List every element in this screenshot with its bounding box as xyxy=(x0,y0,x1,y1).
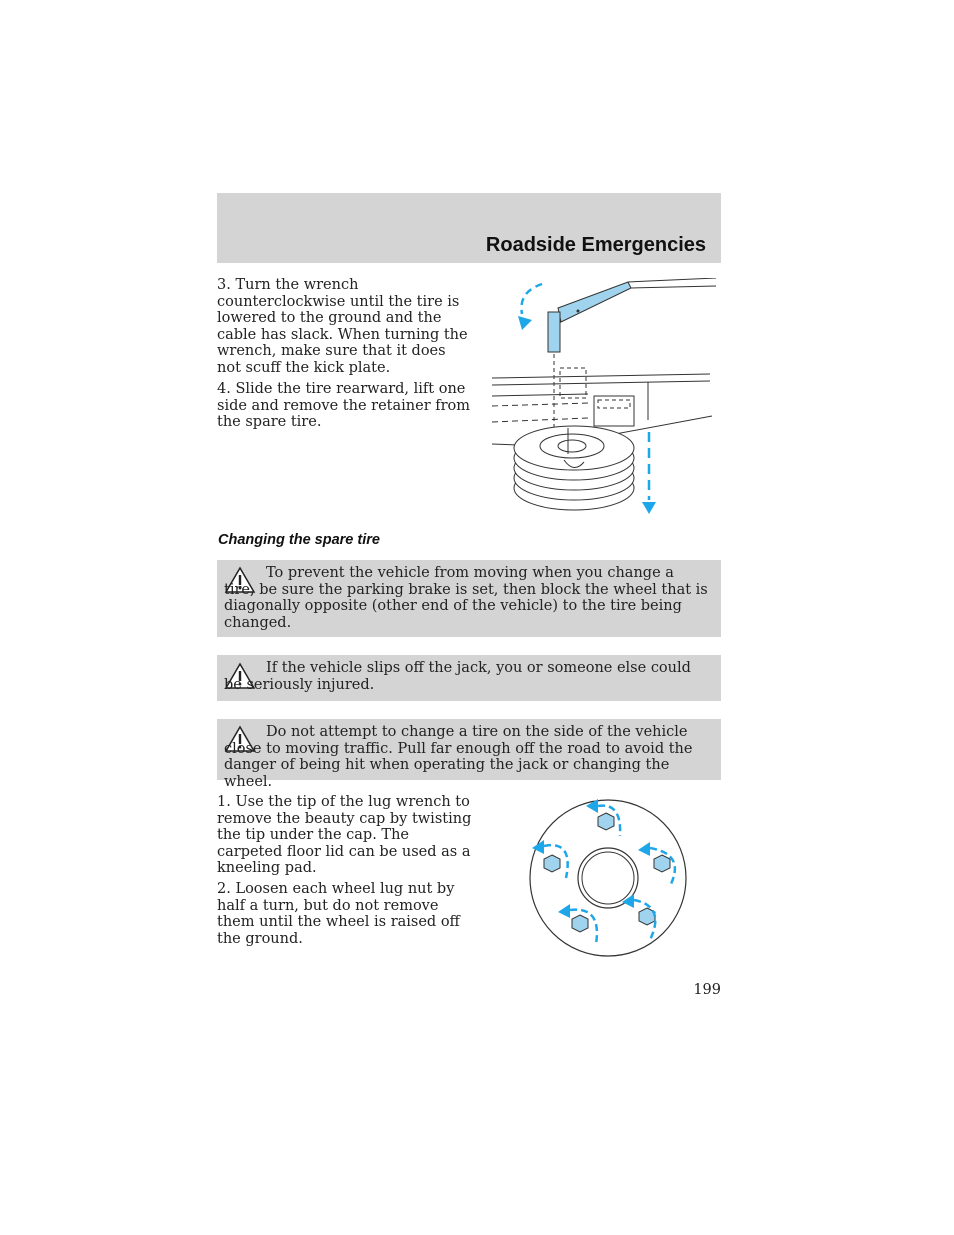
warning-text: To prevent the vehicle from moving when you change a tire, be sure the parking brake is set, then block the wheel that is diagonally opposite (other end of the vehicle) to the tire being changed. xyxy=(224,565,708,631)
step-1-text: 1. Use the tip of the lug wrench to remove the beauty cap by twisting the tip under the cap. The carpeted floor lid can be used as a kneeling pad. xyxy=(217,794,472,876)
section-header xyxy=(217,193,721,263)
spare-tire xyxy=(514,426,634,510)
warning-text: If the vehicle slips off the jack, you or someone else could be seriously injured. xyxy=(224,660,691,693)
lug-nut-icon xyxy=(598,813,614,830)
step-3-text: 3. Turn the wrench counterclockwise until the tire is lowered to the ground and the cable has slack. When turning the wrench, make sure that it does not scuff the kick plate. xyxy=(217,277,468,376)
warning-text: Do not attempt to change a tire on the side of the vehicle close to moving traffic. Pull far enough off the road to avoid the danger of being hit when operating the jack or changing the wheel. xyxy=(224,724,693,790)
down-arrow-icon xyxy=(642,432,656,514)
page-number: 199 xyxy=(693,982,721,998)
warning-box-parking-brake xyxy=(217,560,721,637)
warning-box-jack xyxy=(217,655,721,701)
step-2-text: 2. Loosen each wheel lug nut by half a turn, but do not remove them until the wheel is raised off the ground. xyxy=(217,881,460,947)
wheel-lug-nuts-illustration xyxy=(526,796,690,960)
rotate-arrow-icon xyxy=(518,284,542,330)
spare-tire-lowering-illustration xyxy=(488,278,716,518)
section-heading: Changing the spare tire xyxy=(218,532,380,548)
warning-box-traffic xyxy=(217,719,721,790)
lug-nut-icon xyxy=(572,915,588,932)
lug-nut-icon xyxy=(544,855,560,872)
step-4-text: 4. Slide the tire rearward, lift one side and remove the retainer from the spare tire. xyxy=(217,381,471,430)
section-title: Roadside Emergencies xyxy=(485,234,706,256)
lug-wrench-rod xyxy=(548,278,716,352)
lug-nut-icon xyxy=(654,855,670,872)
